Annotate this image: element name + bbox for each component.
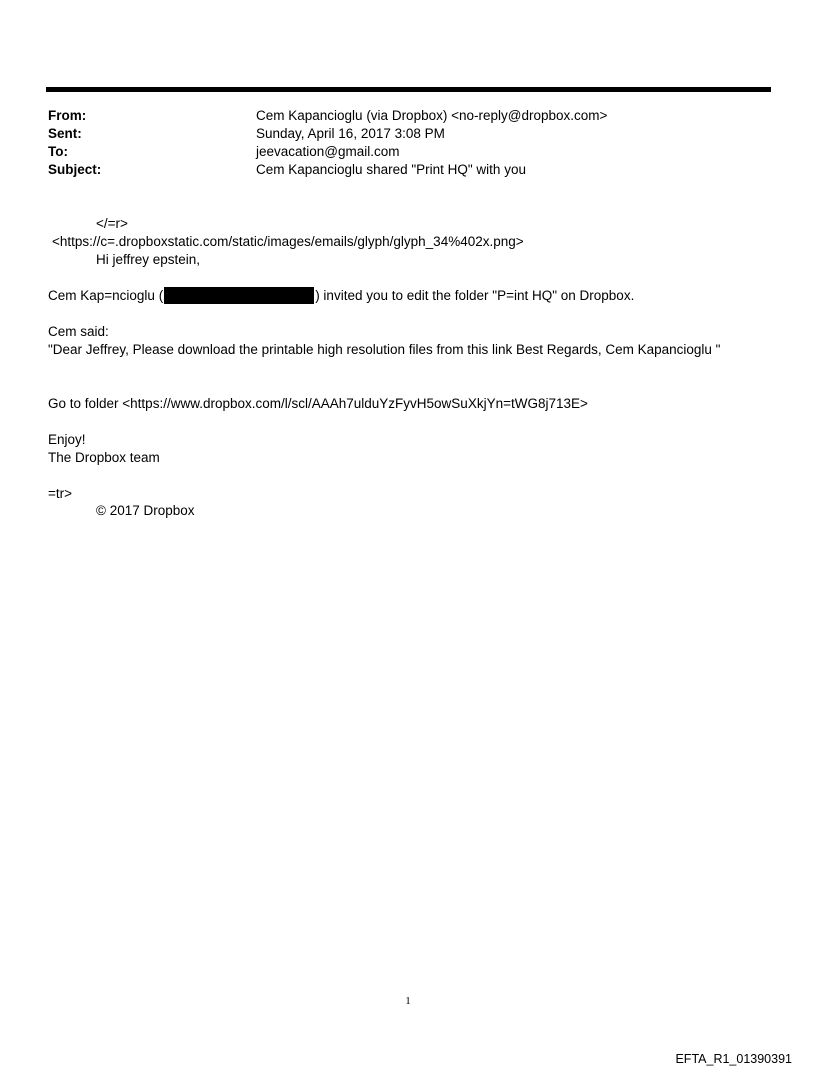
- signoff-text: The Dropbox team: [48, 450, 160, 465]
- to-value: jeevacation@gmail.com: [256, 144, 400, 159]
- from-row: [48, 107, 768, 125]
- sent-label: Sent:: [48, 126, 82, 141]
- folder-link: Go to folder <https://www.dropbox.com/l/scl/AAAh7ulduYzFyvH5owSuXkjYn=tWG8j713E>: [48, 396, 588, 411]
- sent-row: [48, 125, 768, 143]
- from-value: Cem Kapancioglu (via Dropbox) <no-reply@dropbox.com>: [256, 108, 608, 123]
- subject-value: Cem Kapancioglu shared "Print HQ" with you: [256, 162, 526, 177]
- redaction-block: [164, 287, 314, 304]
- tag-fragment: </=r>: [96, 216, 128, 231]
- header-divider: [46, 87, 771, 92]
- email-header: [48, 107, 768, 179]
- greeting: Hi jeffrey epstein,: [96, 252, 201, 267]
- invite-line: [48, 287, 634, 305]
- image-url: <https://c=.dropboxstatic.com/static/images/emails/glyph/glyph_34%402x.png>: [52, 234, 524, 249]
- to-label: To:: [48, 144, 68, 159]
- copyright-text: © 2017 Dropbox: [96, 503, 195, 518]
- message-quote: "Dear Jeffrey, Please download the printable high resolution files from this link Best Regards, Cem Kapancioglu ": [48, 342, 721, 357]
- to-row: [48, 143, 768, 161]
- enjoy-text: Enjoy!: [48, 432, 86, 447]
- document-id: EFTA_R1_01390391: [675, 1052, 792, 1066]
- invite-suffix: ) invited you to edit the folder "P=int HQ" on Dropbox.: [315, 288, 635, 303]
- subject-row: [48, 161, 768, 179]
- said-label: Cem said:: [48, 324, 109, 339]
- page-number: 1: [405, 995, 411, 1007]
- from-label: From:: [48, 108, 87, 123]
- tr-fragment: =tr>: [48, 486, 73, 501]
- subject-label: Subject:: [48, 162, 102, 177]
- sent-value: Sunday, April 16, 2017 3:08 PM: [256, 126, 445, 141]
- invite-prefix: Cem Kap=ncioglu (: [48, 288, 164, 303]
